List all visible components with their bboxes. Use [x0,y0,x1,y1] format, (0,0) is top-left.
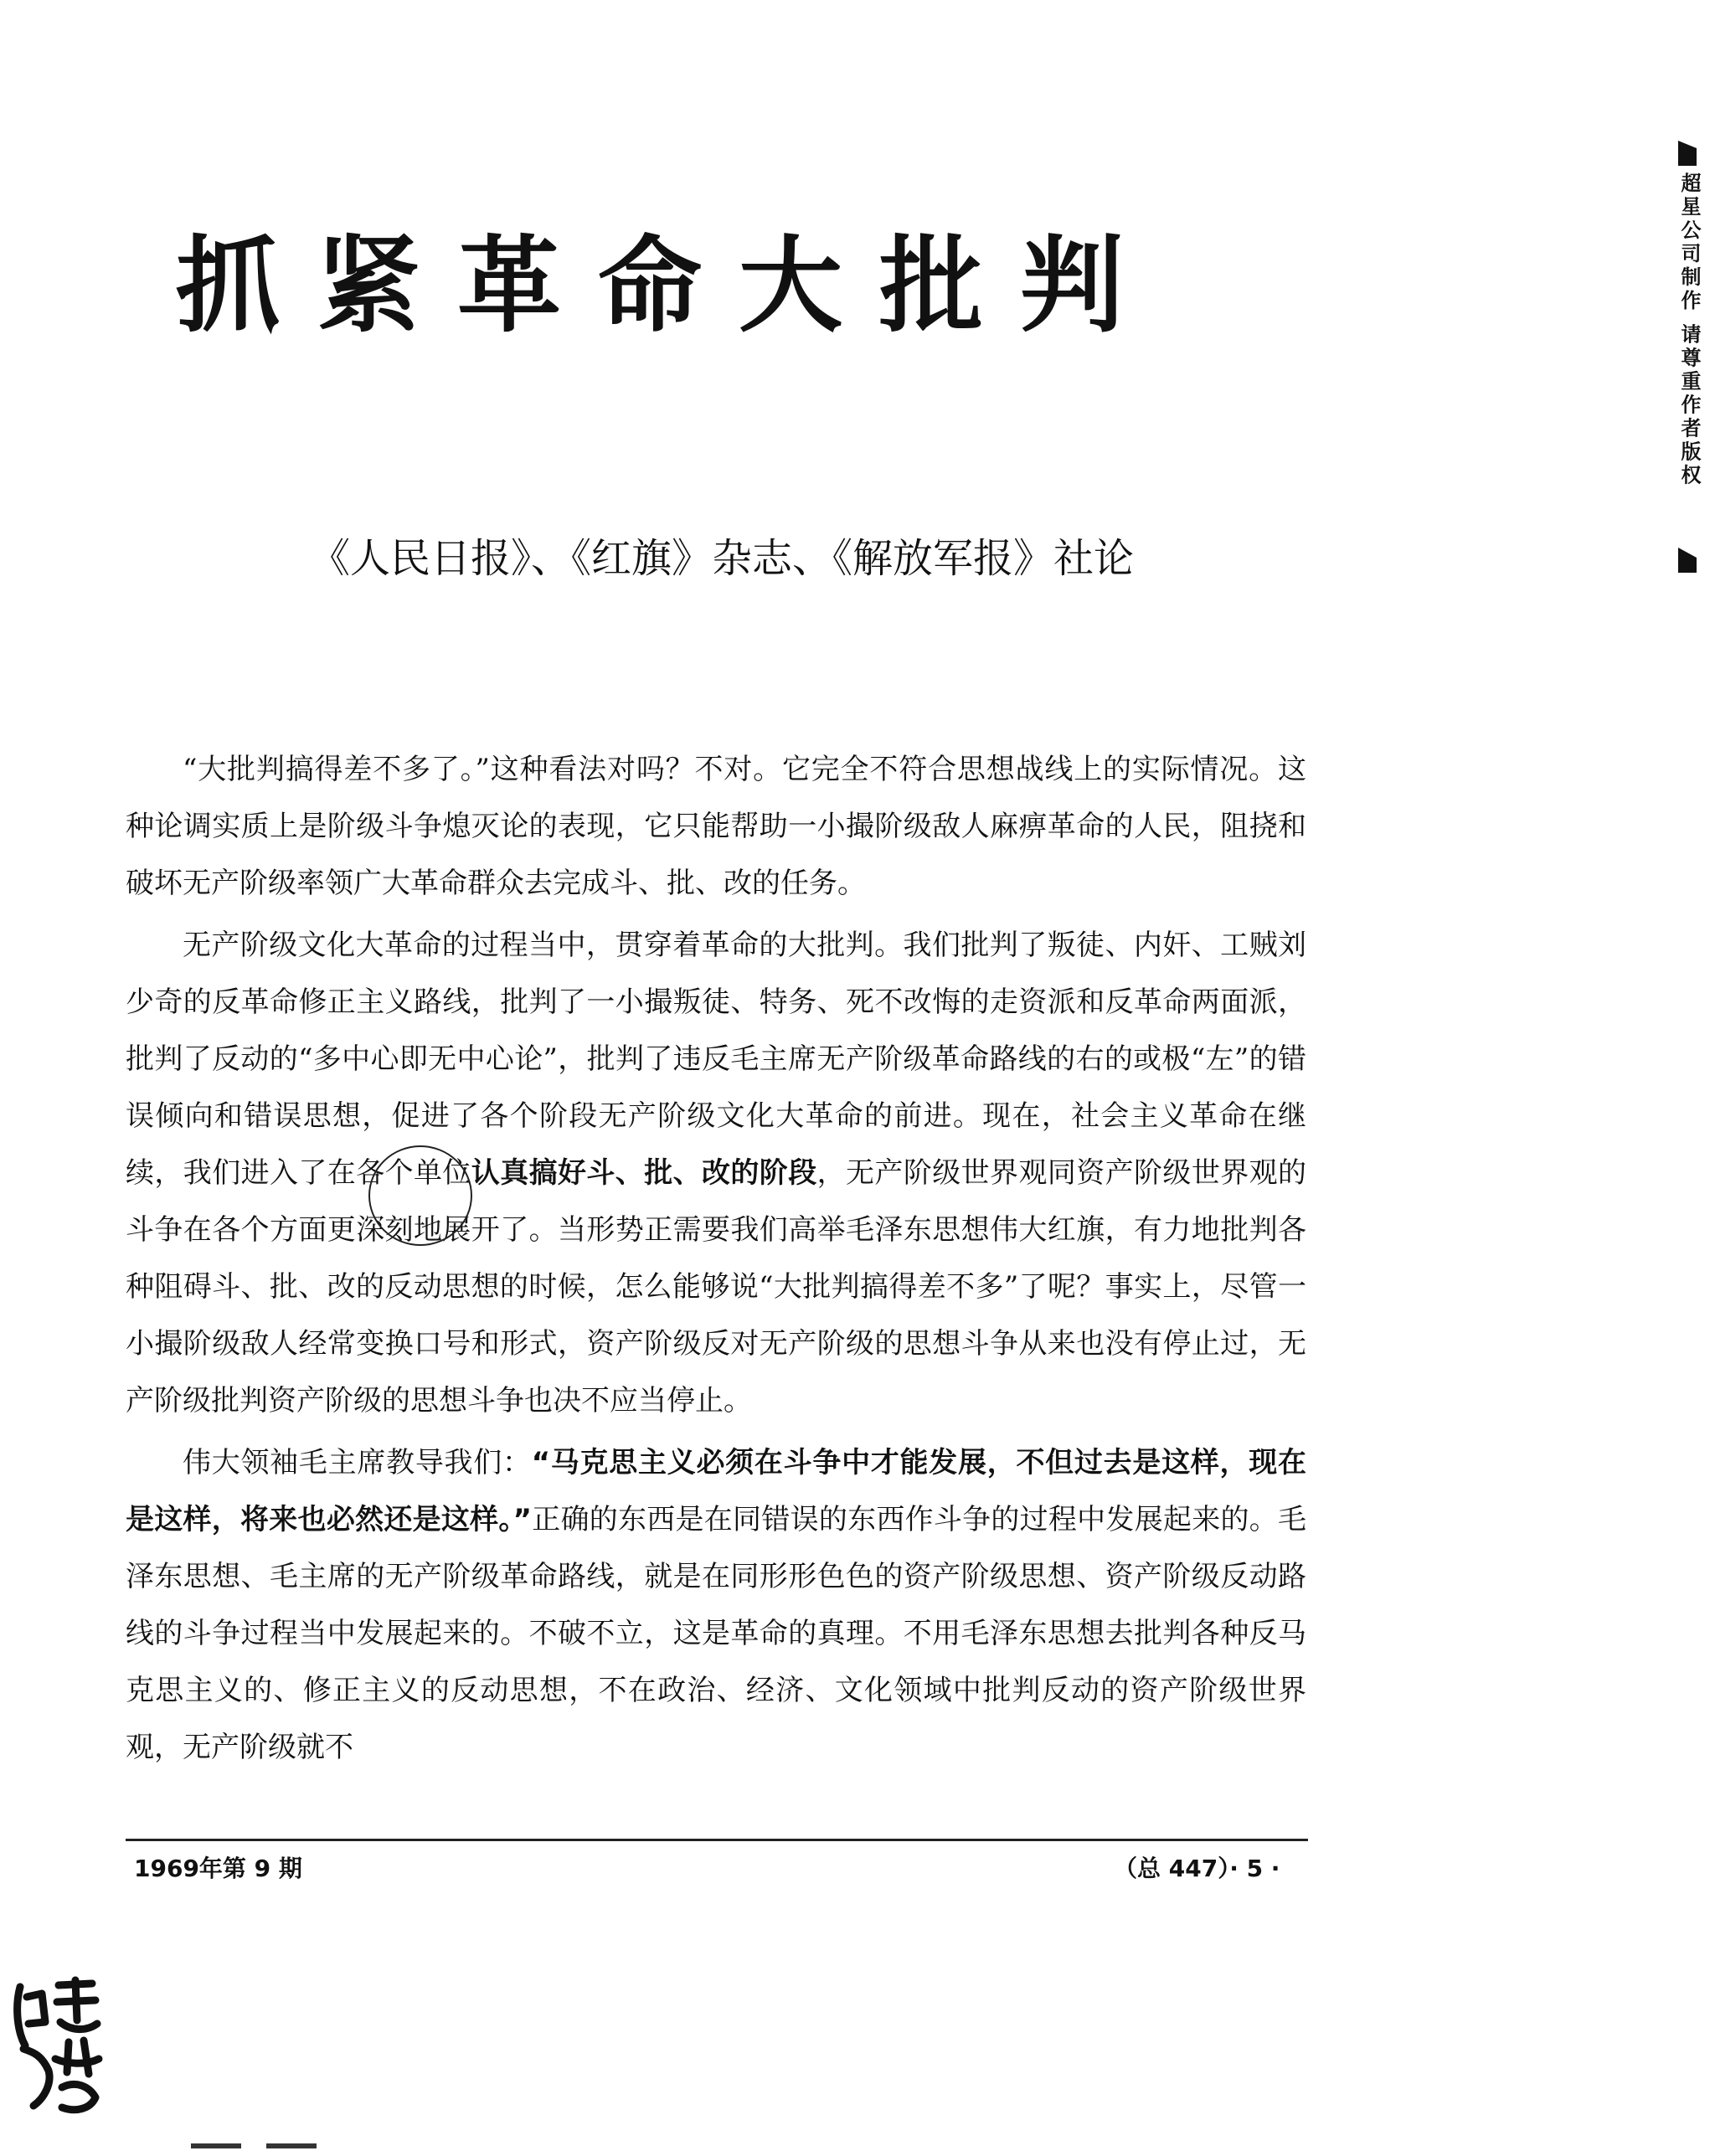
cropped-mark-1 [191,2143,241,2148]
article-body [126,741,1306,1781]
side-watermark [1671,141,1707,573]
paragraph-1 [126,741,1306,912]
cropped-mark-2 [266,2143,317,2148]
paragraph-2 [126,917,1306,1429]
seal-stamp-svg [8,1972,109,2118]
article-byline: 《人民日报》、《红旗》杂志、《解放军报》社论 [310,535,1135,582]
paragraph-2-bold: 认真搞好斗、批、改的阶段 [471,1156,817,1190]
watermark-text: 超星公司制作 请尊重作者版权 [1677,172,1701,488]
paragraph-3-text-a: 伟大领袖毛主席教导我们： [183,1446,532,1479]
paragraph-2-text-b: ，无产阶级世界观同资产阶级世界观的斗争在各个方面更深刻地展开了。当形势正需要我们高举毛泽东思想伟大红旗，有力地批判各种阻碍斗、批、改的反动思想的时候，怎么能够说“大批判搞得差不多”了呢？事实上，尽管一小撮阶级敌人经常变换口号和形式，资产阶级反对无产阶级的思想斗争从来也没有停止过，无产阶级批判资产阶级的思想斗争也决不应当停止。 [126,1156,1307,1418]
cropped-next-line [191,2133,350,2156]
footer-issue: 1969年第 9 期 [134,1855,302,1882]
paragraph-3-bold-quote: “马克思主义必须在斗争中才能发展，不但过去是这样，现在是这样，将来也必然还是这样。” [126,1446,1307,1536]
paragraph-2-text-a: 无产阶级文化大革命的过程当中，贯穿着革命的大批判。我们批判了叛徒、内奸、工贼刘少奇的反革命修正主义路线，批判了一小撮叛徒、特务、死不改悔的走资派和反革命两面派，批判了反动的“多中心即无中心论”，批判了违反毛主席无产阶级革命路线的右的或极“左”的错误倾向和错误思想，促进了各个阶段无产阶级文化大革命的前进。现在，社会主义革命在继续，我们进入了在各个单位 [126,929,1306,1190]
paragraph-3-text-b: 正确的东西是在同错误的东西作斗争的过程中发展起来的。毛泽东思想、毛主席的无产阶级革命路线，就是在同形形色色的资产阶级思想、资产阶级反动路线的斗争过程当中发展起来的。不破不立，这是革命的真理。不用毛泽东思想去批判各种反马克思主义的、修正主义的反动思想，不在政治、经济、文化领域中批判反动的资产阶级世界观，无产阶级就不 [126,1503,1306,1764]
watermark-bottom-bar [1678,548,1697,573]
footer-divider [126,1839,1308,1841]
watermark-top-bar [1678,141,1697,166]
paragraph-1-text: “大批判搞得差不多了。”这种看法对吗？不对。它完全不符合思想战线上的实际情况。这种论调实质上是阶级斗争熄灭论的表现，它只能帮助一小撮阶级敌人麻痹革命的人民，阻挠和破坏无产阶级率领广大革命群众去完成斗、批、改的任务。 [126,753,1306,900]
footer-page-number: （总 447）· 5 · [1114,1855,1280,1882]
article-title: 抓紧革命大批判 [176,226,1161,347]
paragraph-3 [126,1434,1306,1776]
seal-stamp-icon [8,1972,109,2118]
